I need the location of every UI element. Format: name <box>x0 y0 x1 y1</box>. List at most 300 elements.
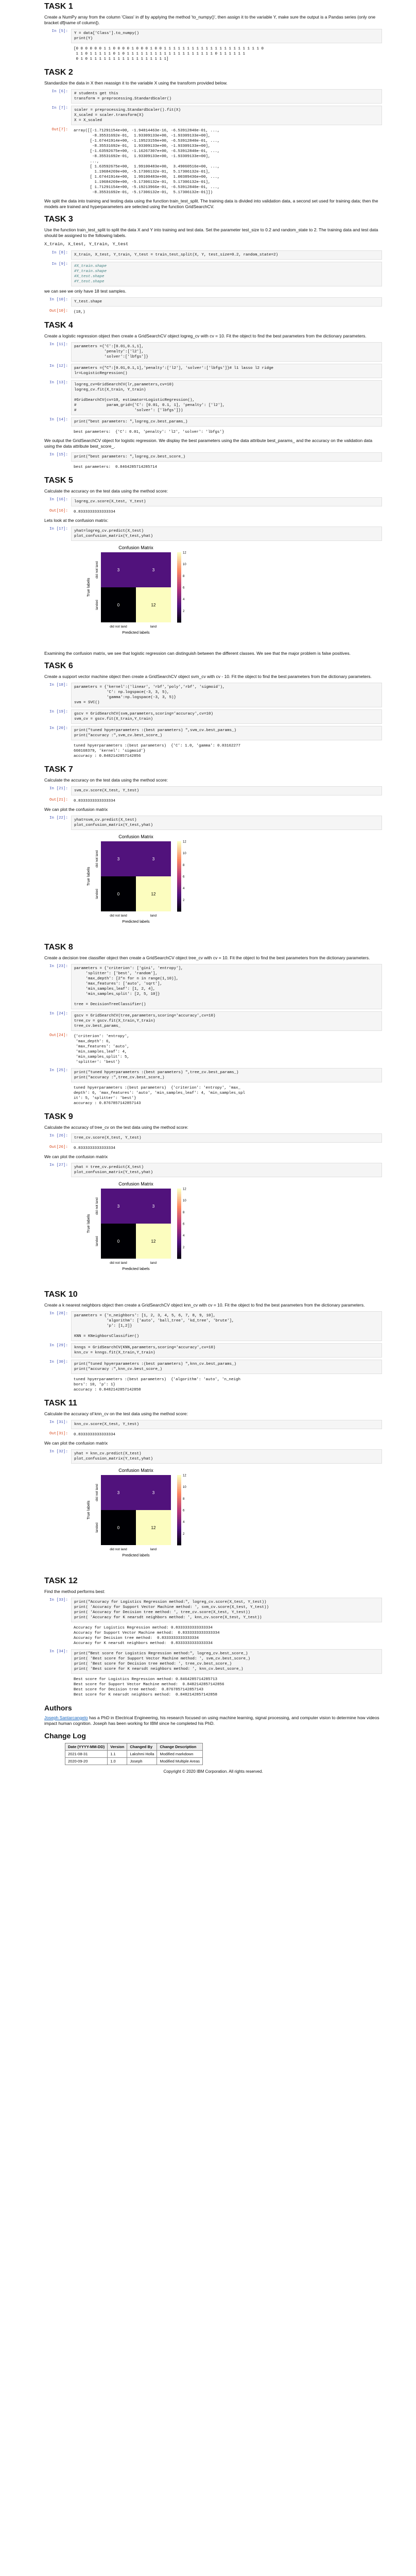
colorbar-segment <box>177 1192 181 1194</box>
code-cell[interactable] <box>44 497 382 506</box>
colorbar-segment <box>177 884 181 886</box>
table-cell: Lakshmi Holla <box>127 1751 157 1758</box>
colorbar-segment <box>177 1208 181 1210</box>
colorbar-segment <box>177 1529 181 1531</box>
colorbar-segment <box>177 1510 181 1512</box>
cell-output: best parameters: 0.8464285714285714 <box>74 465 158 469</box>
code-cell[interactable] <box>44 816 382 830</box>
table-cell: 1.0 <box>108 1758 127 1765</box>
colorbar-segment <box>177 871 181 873</box>
colorbar-segment <box>177 903 181 905</box>
colorbar-segment <box>177 866 181 868</box>
cell-value-label: 12 <box>151 1239 156 1244</box>
copyright-footer: Copyright © 2020 IBM Corporation. All rights reserved. <box>163 1769 263 1774</box>
code-cell[interactable] <box>44 364 382 378</box>
colorbar-tick-label: 10 <box>183 1199 186 1203</box>
colorbar-tick-label: 6 <box>183 1223 185 1226</box>
author-link[interactable]: Joseph Santarcangelo <box>44 1715 88 1720</box>
table-cell: Modified markdown <box>157 1751 203 1758</box>
colorbar-tick-label: 2 <box>183 609 185 613</box>
colorbar-segment <box>177 1479 181 1481</box>
colorbar-segment <box>177 621 181 623</box>
input-prompt: In [11]: <box>49 343 68 347</box>
code-input[interactable]: X_train, X_test, Y_train, Y_test = train_test_split(X, Y, test_size=0.2, random_state=2) <box>71 250 382 260</box>
output-prompt: Out[7]: <box>51 128 68 132</box>
colorbar-segment <box>177 901 181 903</box>
colorbar-segment <box>177 598 181 600</box>
colorbar-segment <box>177 1541 181 1544</box>
colorbar-segment <box>177 1196 181 1198</box>
colorbar-segment <box>177 1250 181 1252</box>
x-tick-label: land <box>150 1548 157 1551</box>
colorbar-segment <box>177 1531 181 1533</box>
x-tick-label: did not land <box>110 1548 127 1551</box>
colorbar-tick-label: 4 <box>183 1521 185 1524</box>
colorbar-tick-label: 12 <box>183 840 186 844</box>
colorbar-segment <box>177 1491 181 1493</box>
colorbar-tick-label: 10 <box>183 1486 186 1489</box>
output-prompt: Out[26]: <box>49 1145 68 1149</box>
code-input[interactable]: print("Accuracy for Logistics Regression method:", logreg_cv.score(X_test, Y_test)) print( 'Accuracy for Support Vector Machine method: ', svm_cv.score(X_test, Y_test)) print( 'Accuracy for Decision tree method: ', tree_cv.score(X_test, Y_test)) print( 'Accuracy for K nearsdt neighbors method: ', knn_cv.score(X_test, Y_test)) <box>71 1598 382 1622</box>
output-prompt: Out[24]: <box>49 1033 68 1038</box>
chart-title: Confusion Matrix <box>118 1468 153 1473</box>
colorbar-tick-label: 6 <box>183 1509 185 1513</box>
colorbar-segment <box>177 1503 181 1505</box>
colorbar-segment <box>177 1485 181 1487</box>
input-prompt: In [13]: <box>49 381 68 385</box>
colorbar-segment <box>177 1493 181 1495</box>
chart-title: Confusion Matrix <box>118 545 153 550</box>
code-cell[interactable] <box>44 342 382 362</box>
input-prompt: In [29]: <box>49 1344 68 1348</box>
input-prompt: In [9]: <box>51 262 68 266</box>
task11-desc2: We can plot the confusion matrix <box>44 1440 108 1446</box>
x-tick-label: land <box>150 914 157 918</box>
colorbar-segment <box>177 1220 181 1222</box>
input-prompt: In [24]: <box>49 1012 68 1016</box>
code-input[interactable]: Y = data['Class'].to_numpy() print(Y) <box>71 29 382 43</box>
input-prompt: In [33]: <box>49 1598 68 1602</box>
y-tick-label: did not land <box>95 1484 99 1501</box>
colorbar-segment <box>177 557 181 560</box>
code-cell[interactable] <box>44 726 382 740</box>
colorbar-tick-label: 8 <box>183 1211 185 1214</box>
table-row <box>65 1751 203 1758</box>
colorbar-segment <box>177 1535 181 1537</box>
code-cell[interactable] <box>44 89 382 104</box>
code-cell[interactable] <box>44 786 382 795</box>
cell-output: best parameters: {'C': 0.01, 'penalty': 'l2', 'solver': 'lbfgs'} <box>74 430 224 434</box>
colorbar-segment <box>177 561 181 563</box>
colorbar-segment <box>177 568 181 570</box>
colorbar-segment <box>177 1245 181 1247</box>
input-prompt: In [7]: <box>51 106 68 110</box>
task6-title: TASK 6 <box>44 662 73 670</box>
colorbar-segment <box>177 615 181 617</box>
output-prompt: Out[21]: <box>49 798 68 802</box>
author-bio: has a PhD in Electrical Engineering, his research focused on using machine learning, signal processing, and computer vision to determine how videos impact human cognition. Joseph has been working for IBM since he completed his PhD. <box>44 1715 379 1726</box>
output-cell <box>44 742 382 760</box>
table-row <box>65 1758 203 1765</box>
code-input[interactable]: print("best parameters: ",logreg_cv.best_score_) <box>71 452 382 462</box>
output-cell <box>44 509 382 516</box>
colorbar-segment <box>177 887 181 889</box>
colorbar-segment <box>177 586 181 588</box>
colorbar-segment <box>177 1524 181 1526</box>
code-cell[interactable] <box>44 964 382 1009</box>
code-cell[interactable] <box>44 709 382 724</box>
input-prompt: In [16]: <box>49 498 68 502</box>
cell-value-label: 0 <box>117 603 120 607</box>
colorbar-segment <box>177 606 181 608</box>
code-cell[interactable] <box>44 683 382 707</box>
input-prompt: In [5]: <box>51 29 68 33</box>
table-cell: Joseph <box>127 1758 157 1765</box>
colorbar-segment <box>177 1482 181 1484</box>
code-cell[interactable] <box>44 29 382 43</box>
x-axis-label: Predicted labels <box>122 1553 150 1557</box>
input-prompt: In [6]: <box>51 90 68 94</box>
code-cell[interactable] <box>44 380 382 415</box>
colorbar-segment <box>177 1215 181 1217</box>
input-prompt: In [34]: <box>49 1650 68 1654</box>
task3-desc2: we can see we only have 18 test samples. <box>44 289 127 294</box>
output-cell <box>44 1676 382 1699</box>
colorbar-segment <box>177 850 181 852</box>
colorbar-segment <box>177 1522 181 1524</box>
colorbar-segment <box>177 1484 181 1486</box>
code-cell[interactable] <box>44 1649 382 1674</box>
y-tick-label: landed <box>95 600 99 610</box>
colorbar-segment <box>177 554 181 556</box>
task5-title: TASK 5 <box>44 476 73 485</box>
output-cell <box>44 309 382 316</box>
task6-desc: Create a support vector machine object then create a GridSearchCV object svm_cv with cv - 10. Fit the object to find the best parameters from the dictionary parameters. <box>44 674 372 679</box>
table-header-row <box>65 1743 203 1751</box>
cell-value-label: 3 <box>152 568 155 572</box>
changelog-title: Change Log <box>44 1732 86 1740</box>
colorbar-segment <box>177 1489 181 1491</box>
input-prompt: In [19]: <box>49 710 68 714</box>
y-axis-label: True labels <box>86 1500 91 1520</box>
task3-labels: X_train, X_test, Y_train, Y_test <box>44 242 129 247</box>
colorbar-tick-label: 10 <box>183 563 186 567</box>
code-cell[interactable] <box>44 417 382 427</box>
colorbar-segment <box>177 906 181 908</box>
output-prompt: Out[10]: <box>49 309 68 313</box>
code-input[interactable]: svm_cv.score(X_test, Y_test) <box>71 786 382 795</box>
code-cell[interactable] <box>44 527 382 541</box>
cell-output: tuned hpyerparameters :(best parameters) {'algorithm': 'auto', 'n_neigh bors': 10, 'p': 1} accuracy : 0.8482142857142858 <box>74 1378 241 1392</box>
task5-desc2: Lets look at the confusion matrix: <box>44 518 109 523</box>
colorbar-segment <box>177 1201 181 1203</box>
code-input[interactable]: parameters = {'criterion': ['gini', 'entropy'], 'splitter': ['best', 'random'], 'max_depth': [2*n for n in range(1,10)], 'max_features': ['auto', 'sqrt'], 'min_samples_leaf': [1, 2, 4], 'min_samples_split': [2, 5, 10]} tree = DecisionTreeClassifier() <box>71 964 382 1009</box>
code-cell[interactable] <box>44 1011 382 1031</box>
task2-title: TASK 2 <box>44 68 73 77</box>
colorbar-segment <box>177 1533 181 1535</box>
colorbar-segment <box>177 1213 181 1215</box>
colorbar-tick-label: 8 <box>183 1497 185 1501</box>
colorbar-tick-label: 2 <box>183 1246 185 1249</box>
code-input[interactable]: print("best parameters: ",logreg_cv.best_params_) <box>71 417 382 427</box>
output-prompt: Out[31]: <box>49 1432 68 1436</box>
colorbar-tick-label: 6 <box>183 586 185 590</box>
table-header: Date (YYYY-MM-DD) <box>65 1743 108 1751</box>
colorbar-segment <box>177 587 181 589</box>
colorbar-segment <box>177 1496 181 1498</box>
cell-output: array([[-1.71291154e+00, -1.94814463e-16, -6.53912840e-01, ..., -8.35531692e-01, 1.93309133e+00, -1.93309133e+00], [-1.67441914e+00, -1.19523159e+00, -6.53912840e-01, ..., -8.35531692e-01, 1.93309133e+00, -1.93309133e+00], [-1.63592675e+00, -1.16267307e+00, -6.53912840e-01, ..., -8.35531692e-01, 1.93309133e+00, -1.93309133e+00], ..., [ 1.63592675e+00, 1.99100483e+00, 3.49060516e+00, ..., 1.19684269e+00, -5.17306132e-01, 5.17306132e-01], [ 1.67441914e+00, 1.99100483e+00, 1.00389436e+00, ..., 1.19684269e+00, -5.17306132e-01, 5.17306132e-01], [ 1.71291154e+00, -5.19213966e-01, -6.53912840e-01, ..., -8.35531692e-01, -5.17306132e-01, 5.17306132e-01]]) <box>74 129 220 195</box>
colorbar-segment <box>177 591 181 593</box>
colorbar-segment <box>177 580 181 582</box>
colorbar-segment <box>177 1544 181 1546</box>
chart-title: Confusion Matrix <box>118 1181 153 1187</box>
code-input[interactable]: logreg_cv.score(X_test, Y_test) <box>71 497 382 506</box>
task4-desc: Create a logistic regression object then create a GridSearchCV object logreg_cv with cv = 10. Fit the object to find the best parameters from the dictionary parameters. <box>44 333 367 338</box>
task4-title: TASK 4 <box>44 321 73 330</box>
confusion-matrix-chart <box>71 832 226 938</box>
colorbar-segment <box>177 895 181 897</box>
y-axis-label: True labels <box>86 578 91 597</box>
code-input[interactable]: logreg_cv=GridSearchCV(lr,parameters,cv=10) logreg_cv.fit(X_train, Y_train) #GridSearchCV(cv=10, estimator=LogisticRegression(), # param_grid={'C': [0.01, 0.1, 1], 'penalty': ['l2'], # 'solver': ['lbfgs']}) <box>71 380 382 415</box>
colorbar-segment <box>177 862 181 865</box>
colorbar-segment <box>177 860 181 862</box>
input-prompt: In [20]: <box>49 726 68 731</box>
input-prompt: In [31]: <box>49 1420 68 1425</box>
colorbar-segment <box>177 563 181 565</box>
code-input[interactable]: Y_test.shape <box>71 297 382 307</box>
colorbar-segment <box>177 1500 181 1502</box>
colorbar-segment <box>177 1498 181 1500</box>
input-prompt: In [10]: <box>49 298 68 302</box>
colorbar-segment <box>177 575 181 577</box>
code-cell[interactable] <box>44 250 382 260</box>
colorbar-segment <box>177 1189 181 1191</box>
cell-value-label: 12 <box>151 1526 156 1530</box>
code-input[interactable]: yhat = tree_cv.predict(X_test) plot_confusion_matrix(Y_test,yhat) <box>71 1163 382 1177</box>
cell-value-label: 0 <box>117 1239 120 1244</box>
colorbar-segment <box>177 1234 181 1236</box>
x-axis-label: Predicted labels <box>122 919 150 924</box>
cell-output: Best score for Logistics Regression method: 0.8464285714285713 Best score for Support Vector Machine method: 0.8482142857142856 Best score for Decision tree method: 0.8767857142857143 Best score for K nearsdt neighbors method: 0.8482142857142858 <box>74 1677 224 1697</box>
colorbar-segment <box>177 1202 181 1205</box>
colorbar-segment <box>177 1199 181 1201</box>
input-prompt: In [23]: <box>49 964 68 969</box>
colorbar-segment <box>177 1512 181 1514</box>
task10-title: TASK 10 <box>44 1290 78 1299</box>
code-input[interactable]: knn_cv.score(X_test, Y_test) <box>71 1420 382 1429</box>
colorbar-segment <box>177 1246 181 1248</box>
code-input[interactable]: yhat=svm_cv.predict(X_test) plot_confusion_matrix(Y_test,yhat) <box>71 816 382 830</box>
code-input[interactable]: tree_cv.score(X_test, Y_test) <box>71 1133 382 1143</box>
colorbar-segment <box>177 849 181 851</box>
code-cell[interactable] <box>44 1068 382 1082</box>
code-input[interactable]: print("tuned hpyerparameters :(best parameters) ",knn_cv.best_params_) print("accuracy :",knn_cv.best_score_) <box>71 1360 382 1374</box>
confusion-matrix-chart <box>71 543 226 649</box>
colorbar-segment <box>177 1253 181 1256</box>
colorbar-segment <box>177 1494 181 1496</box>
colorbar-segment <box>177 589 181 591</box>
code-input[interactable]: scaler = preprocessing.StandardScaler().fit(X) X_scaled = scaler.transform(X) X = X_scaled <box>71 106 382 125</box>
y-axis-label: True labels <box>86 1214 91 1233</box>
cell-value-label: 3 <box>117 857 120 861</box>
colorbar-segment <box>177 1238 181 1240</box>
code-cell[interactable] <box>44 1360 382 1374</box>
code-cell[interactable] <box>44 262 382 286</box>
colorbar-segment <box>177 566 181 568</box>
colorbar-segment <box>177 608 181 611</box>
authors-text <box>44 1715 382 1726</box>
colorbar-segment <box>177 1251 181 1253</box>
colorbar-tick-label: 12 <box>183 551 186 555</box>
colorbar-segment <box>177 1222 181 1224</box>
colorbar-segment <box>177 601 181 603</box>
code-cell[interactable] <box>44 1449 382 1464</box>
code-input[interactable]: parameters ={'C':[0.01,0.1,1], 'penalty':['l2'], 'solver':['lbfgs']} <box>71 342 382 362</box>
input-prompt: In [25]: <box>49 1069 68 1073</box>
y-tick-label: landed <box>95 1522 99 1533</box>
code-input[interactable]: print("tuned hpyerparameters :(best parameters) ",svm_cv.best_params_) print("accuracy :",svm_cv.best_score_) <box>71 726 382 740</box>
output-cell <box>44 1084 382 1107</box>
input-prompt: In [26]: <box>49 1134 68 1138</box>
colorbar-segment <box>177 570 181 572</box>
output-cell <box>44 1033 382 1066</box>
code-input[interactable]: gscv = GridSearchCV(tree,parameters,scoring='accuracy',cv=10) tree_cv = gscv.fit(X_train,Y_train) tree_cv.best_params_ <box>71 1011 382 1031</box>
colorbar-segment <box>177 868 181 870</box>
task8-desc: Create a decision tree classifier object then create a GridSearchCV object tree_cv with cv = 10. Fit the object to find the best parameters from the dictionary parameters. <box>44 955 370 960</box>
task9-title: TASK 9 <box>44 1112 73 1121</box>
colorbar-segment <box>177 603 181 605</box>
colorbar-segment <box>177 1190 181 1192</box>
table-cell: Modified Multiple Areas <box>157 1758 203 1765</box>
y-tick-label: landed <box>95 1236 99 1246</box>
code-cell[interactable] <box>44 1163 382 1177</box>
colorbar-segment <box>177 1517 181 1519</box>
input-prompt: In [8]: <box>51 251 68 255</box>
colorbar-segment <box>177 1526 181 1528</box>
table-header: Change Description <box>157 1743 203 1751</box>
cell-value-label: 12 <box>151 892 156 896</box>
task11-desc: Calculate the accuracy of knn_cv on the test data using the method score: <box>44 1411 188 1416</box>
colorbar-tick-label: 2 <box>183 1532 185 1536</box>
cell-output: 0.8333333333333334 <box>74 1433 116 1437</box>
code-input[interactable]: parameters ={"C":[0.01,0.1,1],'penalty':['l2'], 'solver':['lbfgs']}# l1 lasso l2 ridge lr=LogisticRegression() <box>71 364 382 378</box>
colorbar-segment <box>177 1528 181 1530</box>
table-header: Changed By <box>127 1743 157 1751</box>
colorbar-segment <box>177 552 181 554</box>
input-prompt: In [17]: <box>49 527 68 531</box>
colorbar-segment <box>177 610 181 612</box>
cell-output: tuned hpyerparameters :(best parameters) {'C': 1.0, 'gamma': 0.03162277 660168379, 'kernel': 'sigmoid'} accuracy : 0.8482142857142856 <box>74 744 241 758</box>
colorbar-segment <box>177 845 181 847</box>
colorbar-segment <box>177 612 181 614</box>
colorbar-tick-label: 6 <box>183 875 185 879</box>
y-axis-label: True labels <box>86 867 91 886</box>
task3-title: TASK 3 <box>44 215 73 224</box>
cell-value-label: 3 <box>117 1490 120 1495</box>
code-input[interactable]: #X_train.shape #Y_train.shape #X_test.shape #Y_test.shape <box>71 262 382 286</box>
input-prompt: In [22]: <box>49 816 68 820</box>
code-cell[interactable] <box>44 1133 382 1143</box>
task7-desc2: We can plot the confusion matrix <box>44 807 108 812</box>
code-input[interactable]: # students get this transform = preprocessing.StandardScaler() <box>71 89 382 104</box>
code-input[interactable]: yhat = knn_cv.predict(X_test) plot_confusion_matrix(Y_test,yhat) <box>71 1449 382 1464</box>
colorbar-segment <box>177 1205 181 1207</box>
task12-title: TASK 12 <box>44 1577 78 1585</box>
colorbar-segment <box>177 878 181 880</box>
cell-output: Accuracy for Logistics Regression method: 0.8333333333333334 Accuracy for Support Vector Machine method: 0.8333333333333334 Accuracy for Decision tree method: 0.8333333333333334 Accuracy for K nearsdt neighbors method: 0.8333333333333334 <box>74 1626 220 1646</box>
colorbar-segment <box>177 1540 181 1542</box>
colorbar-segment <box>177 843 181 845</box>
code-cell[interactable] <box>44 106 382 125</box>
code-input[interactable]: print("Best score for Logistics Regression method:", logreg_cv.best_score_) print( 'Best score for Support Vector Machine method: ', svm_cv.best_score_) print( 'Best score for Decision tree method: ', tree_cv.best_score_) print( 'Best score for K nearsdt neighbors method: ', knn_cv.best_score_) <box>71 1649 382 1674</box>
colorbar-segment <box>177 617 181 619</box>
code-input[interactable]: gscv = GridSearchCV(svm,parameters,scoring='accuracy',cv=10) svm_cv = gscv.fit(X_train,Y_train) <box>71 709 382 724</box>
code-input[interactable]: knngs = GridSearchCV(KNN,parameters,scoring='accuracy',cv=10) knn_cv = knngs.fit(X_train,Y_train) <box>71 1343 382 1358</box>
colorbar-segment <box>177 1194 181 1196</box>
code-input[interactable]: parameters = {'n_neighbors': [1, 2, 3, 4, 5, 6, 7, 8, 9, 10], 'algorithm': ['auto', 'ball_tree', 'kd_tree', 'brute'], 'p': [1,2]} KNN = KNeighborsClassifier() <box>71 1311 382 1341</box>
colorbar-segment <box>177 1241 181 1243</box>
colorbar-segment <box>177 1255 181 1257</box>
code-cell[interactable] <box>44 1311 382 1341</box>
input-prompt: In [30]: <box>49 1360 68 1364</box>
colorbar-segment <box>177 595 181 597</box>
code-input[interactable]: print("tuned hpyerparameters :(best parameters) ",tree_cv.best_params_) print("accuracy :",tree_cv.best_score_) <box>71 1068 382 1082</box>
code-cell[interactable] <box>44 297 382 307</box>
y-tick-label: did not land <box>95 1197 99 1215</box>
colorbar-segment <box>177 1509 181 1511</box>
x-tick-label: did not land <box>110 1261 127 1265</box>
colorbar-segment <box>177 1216 181 1218</box>
colorbar-segment <box>177 846 181 849</box>
code-cell[interactable] <box>44 1343 382 1358</box>
code-cell[interactable] <box>44 1598 382 1622</box>
colorbar-segment <box>177 894 181 896</box>
code-input[interactable]: yhat=logreg_cv.predict(X_test) plot_confusion_matrix(Y_test,yhat) <box>71 527 382 541</box>
code-cell[interactable] <box>44 452 382 462</box>
colorbar-tick-label: 8 <box>183 863 185 867</box>
input-prompt: In [12]: <box>49 364 68 368</box>
colorbar-segment <box>177 880 181 882</box>
colorbar-segment <box>177 614 181 616</box>
cell-output: 0.8333333333333334 <box>74 510 116 514</box>
output-cell <box>44 429 382 436</box>
colorbar-segment <box>177 882 181 884</box>
colorbar-segment <box>177 854 181 856</box>
colorbar-tick-label: 4 <box>183 1234 185 1238</box>
task9-desc2: We can plot the confusion matrix <box>44 1154 108 1159</box>
code-cell[interactable] <box>44 1420 382 1429</box>
code-input[interactable]: parameters = {'kernel':('linear', 'rbf','poly','rbf', 'sigmoid'), 'C': np.logspace(-3, 3, 5), 'gamma':np.logspace(-3, 3, 5)} svm = SVC() <box>71 683 382 707</box>
colorbar-segment <box>177 1236 181 1238</box>
colorbar-segment <box>177 565 181 567</box>
colorbar-segment <box>177 1248 181 1250</box>
table-cell: 2021-08-31 <box>65 1751 108 1758</box>
task1-title: TASK 1 <box>44 2 73 11</box>
colorbar-segment <box>177 889 181 891</box>
cell-value-label: 3 <box>117 1204 120 1209</box>
cell-output: {'criterion': 'entropy', 'max_depth': 6, 'max_features': 'auto', 'min_samples_leaf': 4, 'min_samples_split': 5, 'splitter': 'best'} <box>74 1035 130 1064</box>
colorbar-segment <box>177 592 181 595</box>
colorbar-segment <box>177 573 181 575</box>
colorbar-segment <box>177 1257 181 1259</box>
x-tick-label: land <box>150 625 157 629</box>
output-cell <box>44 45 382 63</box>
task5-desc3: Examining the confusion matrix, we see that logistic regression can distinguish between the different classes. We see that the major problem is false positives. <box>44 651 351 656</box>
colorbar-segment <box>177 899 181 901</box>
input-prompt: In [28]: <box>49 1312 68 1316</box>
colorbar-segment <box>177 1211 181 1213</box>
colorbar-segment <box>177 873 181 875</box>
